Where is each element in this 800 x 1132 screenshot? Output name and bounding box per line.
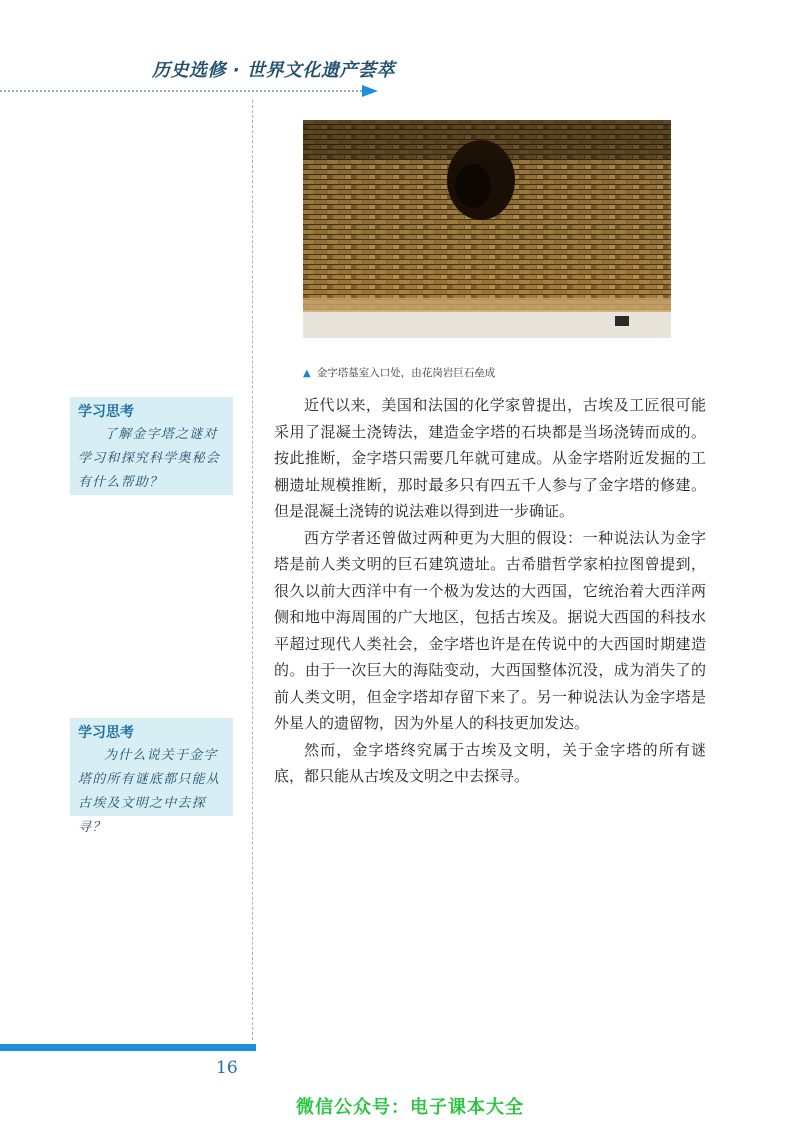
study-question-box-2 xyxy=(70,718,233,835)
paragraph: 近代以来，美国和法国的化学家曾提出，古埃及工匠很可能采用了混凝土浇铸法，建造金字塔的石块都是当场浇铸而成的。按此推断，金字塔只需要几年就可建成。从金字塔附近发掘的工棚遗址规模推断，那时最多只有四五千人参与了金字塔的修建。但是混凝土浇铸的说法难以得到进一步确证。 xyxy=(274,396,706,520)
column-divider xyxy=(252,100,253,1040)
pyramid-entrance-photo xyxy=(303,120,671,338)
caption-triangle-icon: ▲ xyxy=(303,368,311,379)
figure-caption xyxy=(303,365,495,380)
watermark-text: 微信公众号：电子课本大全 xyxy=(296,1097,524,1118)
header-dotted-rule xyxy=(0,90,362,92)
pyramid-stone-blocks-image xyxy=(303,120,671,338)
caption-text: 金字塔墓室入口处，由花岗岩巨石垒成 xyxy=(316,367,496,379)
paragraph: 西方学者还曾做过两种更为大胆的假设：一种说法认为金字塔是前人类文明的巨石建筑遗址。古希腊哲学家柏拉图曾提到，很久以前大西洋中有一个极为发达的大西国，它统治着大西洋两侧和地中海周围的广大地区，包括古埃及。据说大西国的科技水平超过现代人类社会，金字塔也许是在传说中的大西国时期建造的。由于一次巨大的海陆变动，大西国整体沉没，成为消失了的前人类文明，但金字塔却存留下来了。另一种说法认为金字塔是外星人的遗留物，因为外星人的科技更加发达。 xyxy=(274,528,706,732)
page-number: 16 xyxy=(216,1058,238,1078)
header-arrow-icon xyxy=(362,85,378,97)
study-question-text: 了解金字塔之谜对学习和探究科学奥秘会有什么帮助？ xyxy=(78,427,221,490)
footer-bar xyxy=(0,1044,256,1051)
study-question-title: 学习思考 xyxy=(78,725,134,741)
header-title: 历史选修 · 世界文化遗产荟萃 xyxy=(152,60,395,81)
study-question-text: 为什么说关于金字塔的所有谜底都只能从古埃及文明之中去探寻？ xyxy=(78,748,221,835)
study-question-box-1 xyxy=(70,397,233,495)
paragraph: 然而，金字塔终究属于古埃及文明，关于金字塔的所有谜底，都只能从古埃及文明之中去探寻。 xyxy=(274,740,706,785)
main-text xyxy=(274,392,706,790)
study-question-title: 学习思考 xyxy=(78,404,134,420)
